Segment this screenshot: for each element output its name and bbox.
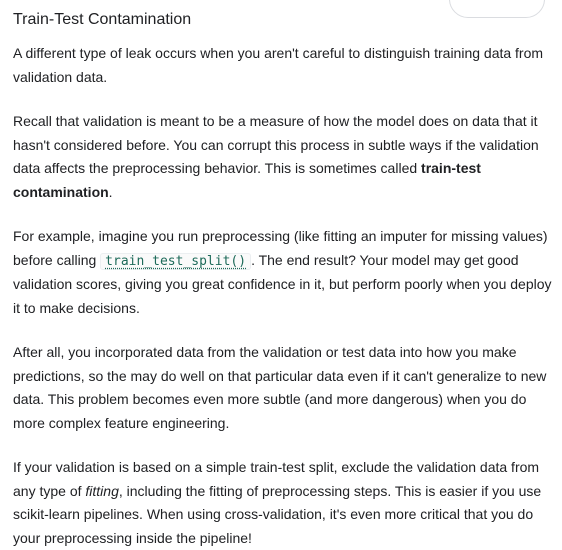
paragraph-example <box>13 225 553 320</box>
paragraph-after-all-text: After all, you incorporated data from the validation or test data into how you make predictions, so the may do well on that particular data even if it can't generalize to new data. This problem becomes even more subtle (and more dangerous) when you do more complex feature engineering. <box>13 344 547 431</box>
paragraph-example-after: . The end result? Your model may get good validation scores, giving you great confidence in it, but perform poorly when you deploy it to make decisions. <box>13 251 552 316</box>
paragraph-example-before: For example, imagine you run preprocessing (like fitting an imputer for missing values) before calling <box>13 228 548 268</box>
paragraph-intro-text: A different type of leak occurs when you aren't careful to distinguish training data from validation data. <box>13 45 544 85</box>
paragraph-after-all <box>13 341 553 435</box>
paragraph-recall <box>13 110 553 204</box>
paragraph-recall-text: Recall that validation is meant to be a measure of how the model does on data that it hasn't considered before. You can corrupt this process in subtle ways if the validation data affects the preprocessing behavior. This is sometimes called <box>13 113 539 176</box>
article-section <box>13 8 553 550</box>
paragraph-recall-end: . <box>108 183 113 200</box>
term-fitting: fitting <box>85 482 119 499</box>
paragraph-validation-before: If your validation is based on a simple train-test split, exclude the validation data from any type of <box>13 459 540 499</box>
code-train-test-split-link[interactable]: train_test_split() <box>100 253 251 270</box>
paragraph-intro <box>13 42 553 89</box>
section-title: Train-Test Contamination <box>13 11 192 28</box>
term-train-test-contamination: train-test contamination <box>13 160 481 200</box>
paragraph-validation-after: , including the fitting of preprocessing steps. This is easier if you use scikit-learn pipelines. When using cross-validation, it's even more critical that you do your preprocessing inside the pipeline! <box>13 482 542 546</box>
